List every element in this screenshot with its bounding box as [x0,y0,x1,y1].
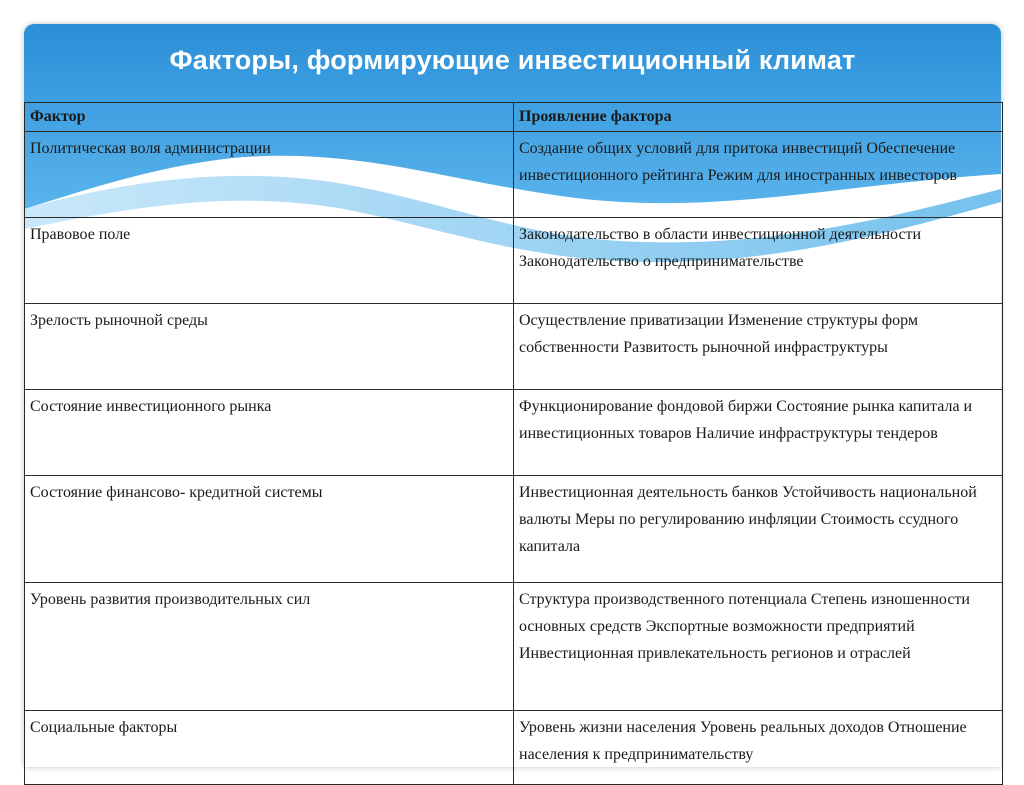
table-header-row [25,103,1003,132]
factor-cell: Политическая воля администрации [25,132,514,218]
factor-cell: Состояние финансово- кредитной системы [25,476,514,583]
manifestation-cell: Функционирование фондовой биржи Состояние рынка капитала и инвестиционных товаров Наличие инфраструктуры тендеров [514,390,1003,476]
table-row [25,711,1003,785]
table-row [25,132,1003,218]
manifestation-cell: Создание общих условий для притока инвестиций Обеспечение инвестиционного рейтинга Режим для иностранных инвесторов [514,132,1003,218]
factor-cell: Зрелость рыночной среды [25,304,514,390]
factor-cell: Социальные факторы [25,711,514,785]
table-row [25,476,1003,583]
table-row [25,218,1003,304]
manifestation-cell: Структура производственного потенциала Степень изношенности основных средств Экспортные возможности предприятий Инвестиционная привлекательность регионов и отраслей [514,583,1003,711]
factor-cell: Состояние инвестиционного рынка [25,390,514,476]
manifestation-cell: Инвестиционная деятельность банков Устойчивость национальной валюты Меры по регулированию инфляции Стоимость ссудного капитала [514,476,1003,583]
factor-cell: Правовое поле [25,218,514,304]
table-row [25,390,1003,476]
factor-cell: Уровень развития производительных сил [25,583,514,711]
manifestation-cell: Законодательство в области инвестиционной деятельности Законодательство о предпринимательстве [514,218,1003,304]
table-row [25,583,1003,711]
header-factor: Фактор [25,103,514,132]
slide-title: Факторы, формирующие инвестиционный климат [169,44,856,75]
manifestation-cell: Осуществление приватизации Изменение структуры форм собственности Развитость рыночной инфраструктуры [514,304,1003,390]
factors-table [24,102,1003,785]
manifestation-cell: Уровень жизни населения Уровень реальных доходов Отношение населения к предпринимательству [514,711,1003,785]
table-row [25,304,1003,390]
header-manifestation: Проявление фактора [514,103,1003,132]
